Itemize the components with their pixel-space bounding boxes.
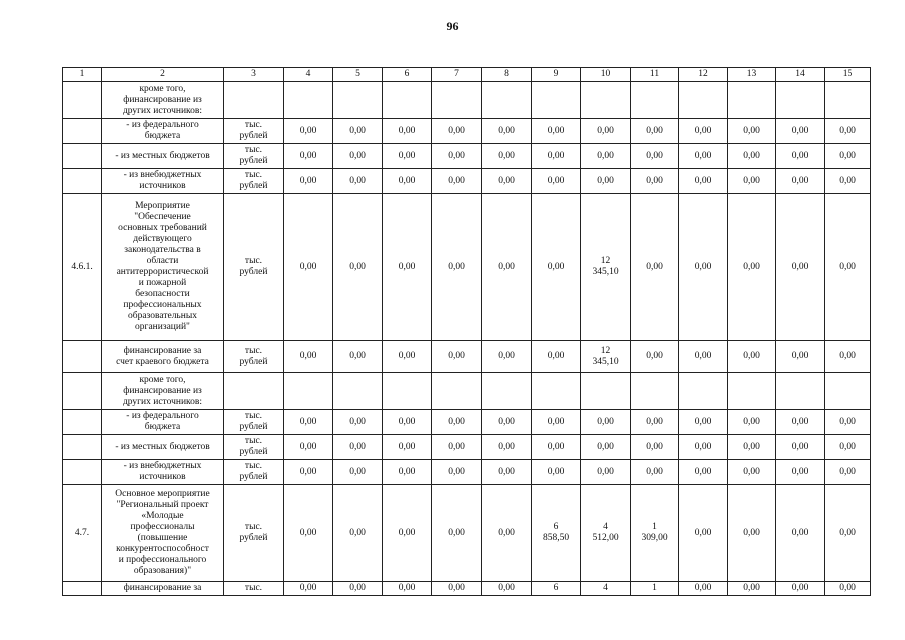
value-cell: 0,00 xyxy=(432,144,482,169)
value-cell: 0,00 xyxy=(284,144,333,169)
value-cell: 0,00 xyxy=(333,341,383,373)
item-number-cell xyxy=(63,582,102,596)
value-cell xyxy=(776,82,825,119)
column-header: 7 xyxy=(432,68,482,82)
value-cell: 4 xyxy=(581,582,631,596)
value-cell: 0,00 xyxy=(333,119,383,144)
value-cell: 0,00 xyxy=(631,119,679,144)
value-cell: 0,00 xyxy=(432,435,482,460)
value-cell: 0,00 xyxy=(728,144,776,169)
value-cell xyxy=(679,373,728,410)
unit-cell: тыс. рублей xyxy=(224,435,284,460)
table-row xyxy=(63,169,871,194)
value-cell: 0,00 xyxy=(776,410,825,435)
value-cell: 0,00 xyxy=(631,410,679,435)
item-number-cell: 4.6.1. xyxy=(63,194,102,341)
unit-cell xyxy=(224,373,284,410)
description-cell: - из федерального бюджета xyxy=(102,410,224,435)
unit-cell: тыс. рублей xyxy=(224,485,284,582)
value-cell: 0,00 xyxy=(333,194,383,341)
column-header: 14 xyxy=(776,68,825,82)
value-cell xyxy=(631,82,679,119)
column-header: 10 xyxy=(581,68,631,82)
table-row xyxy=(63,194,871,341)
value-cell: 0,00 xyxy=(333,582,383,596)
value-cell: 0,00 xyxy=(482,485,532,582)
value-cell: 0,00 xyxy=(728,435,776,460)
value-cell: 1 xyxy=(631,582,679,596)
value-cell: 0,00 xyxy=(728,194,776,341)
value-cell: 0,00 xyxy=(383,410,432,435)
description-cell: - из федерального бюджета xyxy=(102,119,224,144)
value-cell: 0,00 xyxy=(776,582,825,596)
value-cell: 0,00 xyxy=(532,144,581,169)
value-cell xyxy=(482,82,532,119)
value-cell: 0,00 xyxy=(581,410,631,435)
table-row xyxy=(63,144,871,169)
value-cell: 0,00 xyxy=(825,582,871,596)
value-cell: 0,00 xyxy=(532,194,581,341)
value-cell: 0,00 xyxy=(728,169,776,194)
value-cell: 0,00 xyxy=(825,194,871,341)
value-cell: 0,00 xyxy=(284,194,333,341)
value-cell: 0,00 xyxy=(532,341,581,373)
table-row xyxy=(63,460,871,485)
value-cell: 0,00 xyxy=(284,410,333,435)
value-cell: 0,00 xyxy=(284,460,333,485)
value-cell: 0,00 xyxy=(482,194,532,341)
value-cell: 0,00 xyxy=(383,341,432,373)
value-cell: 6 858,50 xyxy=(532,485,581,582)
table-row xyxy=(63,373,871,410)
description-cell: - из местных бюджетов xyxy=(102,435,224,460)
value-cell: 0,00 xyxy=(728,582,776,596)
unit-cell: тыс. рублей xyxy=(224,144,284,169)
unit-cell: тыс. рублей xyxy=(224,341,284,373)
value-cell: 0,00 xyxy=(333,144,383,169)
value-cell xyxy=(581,373,631,410)
value-cell xyxy=(333,373,383,410)
value-cell: 12 345,10 xyxy=(581,341,631,373)
value-cell: 0,00 xyxy=(532,460,581,485)
column-header: 13 xyxy=(728,68,776,82)
value-cell: 0,00 xyxy=(383,169,432,194)
unit-cell xyxy=(224,82,284,119)
value-cell: 0,00 xyxy=(284,435,333,460)
value-cell xyxy=(776,373,825,410)
value-cell: 0,00 xyxy=(383,485,432,582)
value-cell: 0,00 xyxy=(432,460,482,485)
description-cell: кроме того, финансирование из других источников: xyxy=(102,373,224,410)
column-header: 11 xyxy=(631,68,679,82)
value-cell: 12 345,10 xyxy=(581,194,631,341)
unit-cell: тыс. рублей xyxy=(224,194,284,341)
value-cell: 0,00 xyxy=(284,485,333,582)
table-row xyxy=(63,485,871,582)
value-cell: 0,00 xyxy=(532,410,581,435)
value-cell xyxy=(432,373,482,410)
value-cell: 0,00 xyxy=(383,582,432,596)
value-cell: 0,00 xyxy=(532,169,581,194)
page-number: 96 xyxy=(446,19,459,33)
value-cell: 0,00 xyxy=(482,410,532,435)
value-cell: 0,00 xyxy=(679,485,728,582)
value-cell: 0,00 xyxy=(284,341,333,373)
value-cell: 0,00 xyxy=(482,460,532,485)
value-cell xyxy=(383,82,432,119)
value-cell xyxy=(432,82,482,119)
item-number-cell xyxy=(63,341,102,373)
value-cell: 0,00 xyxy=(776,435,825,460)
value-cell: 0,00 xyxy=(383,460,432,485)
unit-cell: тыс. xyxy=(224,582,284,596)
table-row xyxy=(63,435,871,460)
value-cell: 0,00 xyxy=(432,169,482,194)
column-header: 6 xyxy=(383,68,432,82)
value-cell xyxy=(728,373,776,410)
value-cell xyxy=(581,82,631,119)
value-cell: 0,00 xyxy=(432,341,482,373)
value-cell: 0,00 xyxy=(679,119,728,144)
value-cell: 0,00 xyxy=(679,410,728,435)
column-header: 3 xyxy=(224,68,284,82)
value-cell: 0,00 xyxy=(284,169,333,194)
value-cell: 0,00 xyxy=(679,144,728,169)
value-cell xyxy=(825,373,871,410)
value-cell: 0,00 xyxy=(432,410,482,435)
value-cell: 0,00 xyxy=(776,144,825,169)
value-cell: 0,00 xyxy=(482,435,532,460)
value-cell: 0,00 xyxy=(432,119,482,144)
value-cell: 4 512,00 xyxy=(581,485,631,582)
column-header: 2 xyxy=(102,68,224,82)
item-number-cell xyxy=(63,119,102,144)
value-cell: 0,00 xyxy=(482,341,532,373)
description-cell: - из местных бюджетов xyxy=(102,144,224,169)
value-cell: 0,00 xyxy=(383,435,432,460)
description-cell: - из внебюджетных источников xyxy=(102,169,224,194)
value-cell: 0,00 xyxy=(383,194,432,341)
description-cell: Мероприятие "Обеспечение основных требований действующего законодательства в области антитеррористической и пожарной безопасности профессиональных образовательных организаций" xyxy=(102,194,224,341)
value-cell: 0,00 xyxy=(432,194,482,341)
value-cell: 0,00 xyxy=(432,582,482,596)
value-cell: 0,00 xyxy=(581,435,631,460)
value-cell: 0,00 xyxy=(383,119,432,144)
value-cell: 0,00 xyxy=(679,435,728,460)
description-cell: финансирование за счет краевого бюджета xyxy=(102,341,224,373)
value-cell: 0,00 xyxy=(776,194,825,341)
value-cell: 0,00 xyxy=(776,485,825,582)
value-cell xyxy=(383,373,432,410)
value-cell: 0,00 xyxy=(728,341,776,373)
value-cell: 0,00 xyxy=(333,410,383,435)
item-number-cell xyxy=(63,144,102,169)
column-header: 1 xyxy=(63,68,102,82)
value-cell xyxy=(728,82,776,119)
description-cell: финансирование за xyxy=(102,582,224,596)
value-cell: 0,00 xyxy=(383,144,432,169)
value-cell: 0,00 xyxy=(631,341,679,373)
budget-table xyxy=(62,67,871,596)
value-cell: 0,00 xyxy=(333,485,383,582)
value-cell: 0,00 xyxy=(776,169,825,194)
value-cell: 0,00 xyxy=(728,119,776,144)
value-cell: 0,00 xyxy=(482,169,532,194)
value-cell: 1 309,00 xyxy=(631,485,679,582)
value-cell: 0,00 xyxy=(825,341,871,373)
value-cell: 0,00 xyxy=(728,485,776,582)
column-header: 12 xyxy=(679,68,728,82)
description-cell: кроме того, финансирование из других источников: xyxy=(102,82,224,119)
value-cell xyxy=(482,373,532,410)
item-number-cell xyxy=(63,460,102,485)
value-cell: 0,00 xyxy=(825,485,871,582)
value-cell: 0,00 xyxy=(482,582,532,596)
value-cell: 0,00 xyxy=(825,410,871,435)
table-row xyxy=(63,119,871,144)
item-number-cell xyxy=(63,82,102,119)
value-cell xyxy=(679,82,728,119)
value-cell: 0,00 xyxy=(825,144,871,169)
value-cell xyxy=(631,373,679,410)
column-header: 4 xyxy=(284,68,333,82)
value-cell: 0,00 xyxy=(284,119,333,144)
column-header: 9 xyxy=(532,68,581,82)
value-cell: 0,00 xyxy=(333,460,383,485)
value-cell: 0,00 xyxy=(581,119,631,144)
value-cell xyxy=(532,82,581,119)
item-number-cell: 4.7. xyxy=(63,485,102,582)
value-cell xyxy=(532,373,581,410)
value-cell: 0,00 xyxy=(631,460,679,485)
column-header: 15 xyxy=(825,68,871,82)
description-cell: - из внебюджетных источников xyxy=(102,460,224,485)
value-cell: 0,00 xyxy=(631,194,679,341)
value-cell: 0,00 xyxy=(482,144,532,169)
value-cell: 0,00 xyxy=(728,460,776,485)
description-cell: Основное мероприятие "Региональный проект «Молодые профессионалы (повышение конкурентоспособност и профессионального образования)" xyxy=(102,485,224,582)
value-cell: 6 xyxy=(532,582,581,596)
value-cell xyxy=(333,82,383,119)
table-body xyxy=(63,82,871,596)
unit-cell: тыс. рублей xyxy=(224,460,284,485)
value-cell: 0,00 xyxy=(776,460,825,485)
value-cell: 0,00 xyxy=(631,169,679,194)
value-cell: 0,00 xyxy=(679,341,728,373)
column-number-row xyxy=(63,68,871,82)
value-cell: 0,00 xyxy=(825,169,871,194)
value-cell: 0,00 xyxy=(581,169,631,194)
table-row xyxy=(63,582,871,596)
value-cell: 0,00 xyxy=(631,144,679,169)
value-cell xyxy=(284,82,333,119)
column-header: 8 xyxy=(482,68,532,82)
column-header: 5 xyxy=(333,68,383,82)
unit-cell: тыс. рублей xyxy=(224,119,284,144)
value-cell: 0,00 xyxy=(679,194,728,341)
value-cell: 0,00 xyxy=(679,169,728,194)
value-cell: 0,00 xyxy=(679,582,728,596)
value-cell xyxy=(825,82,871,119)
value-cell: 0,00 xyxy=(825,119,871,144)
value-cell: 0,00 xyxy=(825,435,871,460)
value-cell: 0,00 xyxy=(581,460,631,485)
table-row xyxy=(63,410,871,435)
value-cell: 0,00 xyxy=(333,169,383,194)
unit-cell: тыс. рублей xyxy=(224,410,284,435)
table-row xyxy=(63,82,871,119)
item-number-cell xyxy=(63,435,102,460)
value-cell: 0,00 xyxy=(728,410,776,435)
item-number-cell xyxy=(63,373,102,410)
value-cell: 0,00 xyxy=(581,144,631,169)
table-row xyxy=(63,341,871,373)
item-number-cell xyxy=(63,410,102,435)
value-cell xyxy=(284,373,333,410)
value-cell: 0,00 xyxy=(825,460,871,485)
value-cell: 0,00 xyxy=(532,119,581,144)
value-cell: 0,00 xyxy=(631,435,679,460)
value-cell: 0,00 xyxy=(776,341,825,373)
value-cell: 0,00 xyxy=(432,485,482,582)
value-cell: 0,00 xyxy=(333,435,383,460)
value-cell: 0,00 xyxy=(679,460,728,485)
unit-cell: тыс. рублей xyxy=(224,169,284,194)
value-cell: 0,00 xyxy=(482,119,532,144)
value-cell: 0,00 xyxy=(284,582,333,596)
value-cell: 0,00 xyxy=(776,119,825,144)
item-number-cell xyxy=(63,169,102,194)
value-cell: 0,00 xyxy=(532,435,581,460)
